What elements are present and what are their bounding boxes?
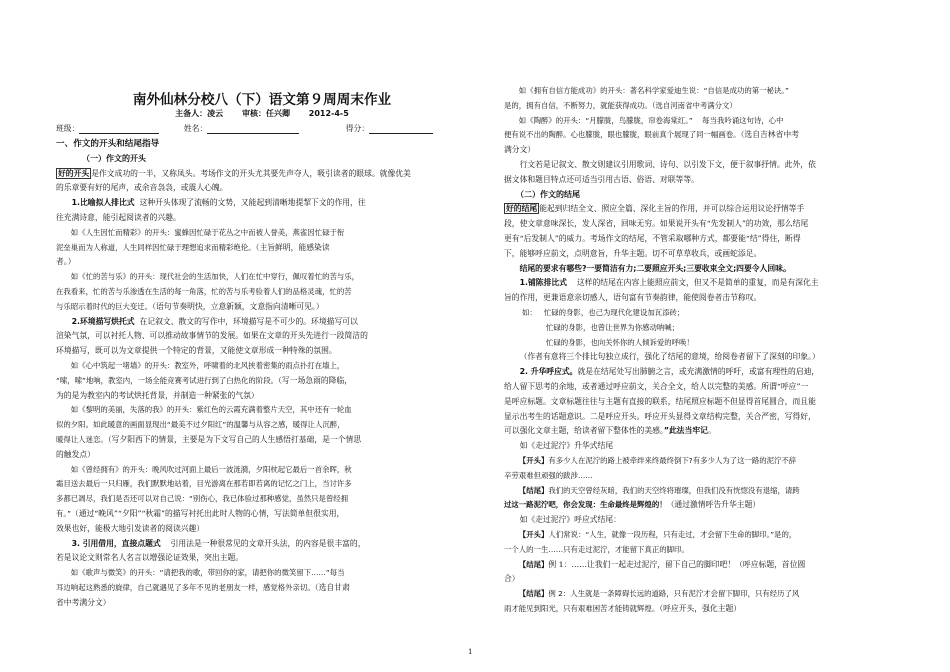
example-line: 在我看来，忙的苦与乐渗透在生活的每一角落，忙的苦与乐考验着人们的品格灵魂，忙的苦 <box>56 286 352 296</box>
example-line: 如《心中筑起一堵墙》的开头：教室外，呼啸着的北风挟着密集的雨点扑打在墙上， <box>70 360 345 370</box>
text-line: 更有“后发制人”的威力。考场作文的结尾，不管采取哪种方式，都要能“结”得住，断得 <box>504 233 801 243</box>
reviewer: 审核：任兴卿 <box>241 109 290 118</box>
text-line: 者。） <box>56 257 76 267</box>
text-line: 往充满诗意，能引起阅读者的兴趣。 <box>56 212 181 222</box>
example-line: 如《黎明的美丽，失落的我》的开头：紫红色的云霞充满着整片天空，其中还有一轮血 <box>70 405 352 415</box>
example-line: 【结尾】我们的天空曾经灰暗，我们的天空终将璀璨，但我们没有恍惚没有退缩，请跨 <box>518 485 800 495</box>
author: 主备人：凌云 <box>175 109 224 118</box>
text-line: 满分文） <box>504 145 536 155</box>
example-line: 暖得让人迷恋。（写夕阳西下的情景，主要是为下文写自己的人生感悟打基础，是一个情思 <box>56 434 362 444</box>
text-line: 的乐章要有好的尾声，或余音袅袅，或震人心魄。 <box>56 183 228 193</box>
example-line: 【结尾】例 1：……让我们一起走过泥泞，留下自己的脚印吧！（呼应标题，首位圆 <box>518 559 806 569</box>
example-line: 【开头】有多少人在泥泞的路上被牵绊来终最终倒下?有多少人为了这一路的泥泞不辞 <box>518 455 797 465</box>
example-line: 如《拥有自信方能成功》的开头：著名科学家爱迪生说：“自信是成功的第一秘诀。” <box>518 86 789 95</box>
poem-line: 忙碌的身影，也曾让世界为你感动呐喊； <box>546 322 680 332</box>
example-line: 如《歌声与微笑》的开头：“请把我的歌，带回你的家，请把你的微笑留下……”每当 <box>70 568 345 578</box>
text-line: 的触发点） <box>56 449 95 459</box>
text-line: 如《走过泥泞》呼应式结尾： <box>519 515 621 525</box>
text-line: 省中考满分文） <box>56 597 111 607</box>
date: 2012-4-5 <box>308 109 349 118</box>
text-line: 行文若是记叙文、散文则建议引用歌词、诗句、以引发下文，便于叙事抒情。此外，依 <box>519 159 816 169</box>
name-blank[interactable] <box>207 125 299 134</box>
right-body <box>504 84 922 617</box>
text-line: 显示出考生的话题意识。二是呼应开头。呼应开头显得文章结构完整，关合严密，写得好， <box>504 411 816 421</box>
example-line: 与乐昭示着时代的巨大变迁。（语句节奏明快，立意新颖，文意指向清晰可见。） <box>56 301 324 311</box>
example-line: 雨才能见到阳光，只有艰难困苦才能铸就辉煌。（呼应开头，强化主题） <box>504 603 742 613</box>
text-line: 可以强化文章主题，给读者留下整体性的美感。”此法当牢记。 <box>504 426 716 436</box>
score-blank[interactable] <box>369 125 433 134</box>
example-line: 一个人的一生……只有走过泥泞，才能留下真正的脚印。 <box>504 544 689 554</box>
example-line: 耳边响起这熟悉的旋律，自己就遇见了多年不见的老朋友一样，感觉格外亲切。（选自甘肃 <box>56 582 350 592</box>
left-body <box>56 137 468 611</box>
text-line: 旨的作用，更兼语意亲切感人，语句富有节奏韵律，能使阅卷者击节称叹。 <box>504 293 762 303</box>
boxed-term: 好的结尾 <box>506 204 538 214</box>
text-line: 为的是为教室内的考试烘托背景，并制造一种紧张的气氛） <box>56 390 259 400</box>
author-line <box>56 108 468 119</box>
student-info-line <box>56 123 468 134</box>
text-line: 效果也好，能极大地引发读者的阅读兴趣） <box>56 523 205 533</box>
text-line: 据文体和题目特点还可适当引用古语、俗语、对联等等。 <box>504 174 699 184</box>
text-line: （作者有意将三个排比句独立成行，强化了结尾的意境，给阅卷者留下了深刻的印象。） <box>519 352 820 362</box>
example-line: 便有说不出的陶醉。心也朦胧，眼也朦胧，眼前真个展现了同一幅画卷。（选自吉林省中考 <box>504 130 799 140</box>
example-line: 有。”（通过“晚风”“夕阳”“秋霜”的描写衬托出此时人物的心情，写法简单但很实用， <box>56 508 345 518</box>
text-line: 渲染气氛，可以衬托人物、可以推动故事情节的发展。如果在文章的开头先进行一段简洁的 <box>56 331 368 341</box>
text-line: 段，使文章意味深长，发人深省，回味无穷。如果说开头有“先发制人”的功效，那么结尾 <box>504 219 809 229</box>
example-line: 如《陶醉》的开头：“月朦胧，鸟朦胧，帘卷海棠红。” 每当我吟诵这句诗，心中 <box>518 115 784 125</box>
score-label: 得分： <box>345 124 370 133</box>
page-number: 1 <box>468 648 473 656</box>
text-line: 合） <box>504 574 520 584</box>
section-heading: 一、作文的开头和结尾指导 <box>56 139 160 149</box>
text-line: 环境描写，既可以为文章提供一个特定的背景，又能使文章形成一种特殊的氛围。 <box>56 346 337 356</box>
example-line: 如《忙的苦与乐》的开头：现代社会的生活加快，人们在忙中穿行，佩叹着忙的苦与乐， <box>70 272 360 282</box>
class-blank[interactable] <box>79 125 159 134</box>
method-3: 3. 引用借用，直接点题式 引用法是一种很常见的文章开头法，的内容是很丰富的， <box>71 538 366 548</box>
example-line: 【开头】人们常说：“人生，就像一段历程，只有走过，才会留下生命的脚印。”是的， <box>518 529 797 539</box>
example-line: 如《曾经拥有》的开头：晚风吹过河面上最后一波涟漪，夕阳枕起它最后一首余晖，秋 <box>70 464 352 474</box>
method-2: 2.环境描写烘托式 在记叙文、散文的写作中，环境描写是不可少的。环境描写可以 <box>71 316 358 326</box>
example-line: 是的，拥有自信，不断努力，就能获得成功。（选自河南省中考满分文） <box>504 100 737 110</box>
example-line: 【结尾】例 2：人生就是一条障碍长远的道路，只有泥泞才会留下脚印，只有经历了风 <box>518 589 800 599</box>
subsection-heading: （二）作文的结尾 <box>516 189 580 199</box>
text-line: 下，能够呼应前文，点明意旨，升华主题。切不可草草收兵，或画蛇添足。 <box>504 248 762 258</box>
ending-method-2: 2. 升华呼应式。就是在结尾处写出肺腑之言，或充满激情的呼吁，或富有理性的启迪， <box>519 367 820 377</box>
example-line: 多都已凋尽，我们是否还可以对自己说：“别伤心，我已体验过那种感觉，虽然只是曾经拥 <box>56 494 349 504</box>
poem-line: 忙碌的身影，也向关怀你的人倾诉爱的呼唤！ <box>546 337 694 347</box>
text-line: 如《走过泥泞》升华式结尾 <box>519 441 614 451</box>
ending-intro: 好的结尾 能起到归结全文、照应全篇、深化主旨的作用，并可以综合运用议论抒情等手 <box>506 204 805 214</box>
page-title: 南外仙林分校八（下）语文第９周周末作业 <box>132 92 392 108</box>
boxed-term: 好的开头 <box>58 168 90 178</box>
example-line: 泥垒巢而为人称道，人生同样因忙碌于理想追求而精彩绝伦。（主旨鲜明，能感染读 <box>56 242 330 252</box>
example-line: 似的夕阳。如此暖意的画面显现出“最美不过夕阳红”的温馨与从容之感，暖得让人沉醉， <box>56 420 345 430</box>
intro-line: 好的开头 是作文成功的一半，又称凤头。考场作文的开头尤其要先声夺人，吸引读者的眼球。就像优美 <box>58 168 411 178</box>
text-line: 给人留下思考的余地，或者通过呼应前文，关合全文，给人以完整的美感。所谓“呼应”一 <box>504 381 809 391</box>
requirements-heading: 结尾的要求有哪些?一要简洁有力;二要照应开头;三要收束全文;四要令人回味。 <box>519 263 791 273</box>
text-line: 若是议论文则常名人名言以增强论证效果，突出主题。 <box>56 553 244 563</box>
class-label: 班级： <box>56 124 80 133</box>
example-line: “嗦，嗦”地响，教室内，一场全能竞赛考试进行到了白热化的阶段。（写一场急雨的降临， <box>56 375 353 385</box>
poem-line: 如： 忙碌的身影，也己为现代化建设加瓦添砖； <box>522 307 685 317</box>
example-line: 如《人生因忙而精彩》的开头：蜜蜂因忙碌于花丛之中而被人誉美，燕雀因忙碌于衔 <box>70 227 345 237</box>
example-line: 辛劳艰难但顽强的跋涉…… <box>504 470 593 480</box>
name-label: 姓名： <box>183 124 208 133</box>
subsection-heading: （一）作文的开头 <box>82 153 146 163</box>
ending-method-1: 1.铺陈排比式 这样的结尾在内容上能照应前文，但又不是简单的重复，而是有深化主 <box>519 278 819 288</box>
example-line: 过这一路泥泞吧，你会发现：生命最终是辉煌的！（通过激情呼告升华主题） <box>504 500 761 510</box>
example-line: 霜目送去最后一只归雁，我们默默地站着，目光游离在那若即若离的记忆之门上，当讨许多 <box>56 479 352 489</box>
text-line: 是呼应标题。文章标题往往与主题有直接的联系，结尾照应标题不但显得首尾圆合，而且能 <box>504 396 816 406</box>
method-1: 1.比喻拟人排比式 这种开头体现了流畅的文势，又能起到清晰地提挈下文的作用，往 <box>71 198 366 208</box>
